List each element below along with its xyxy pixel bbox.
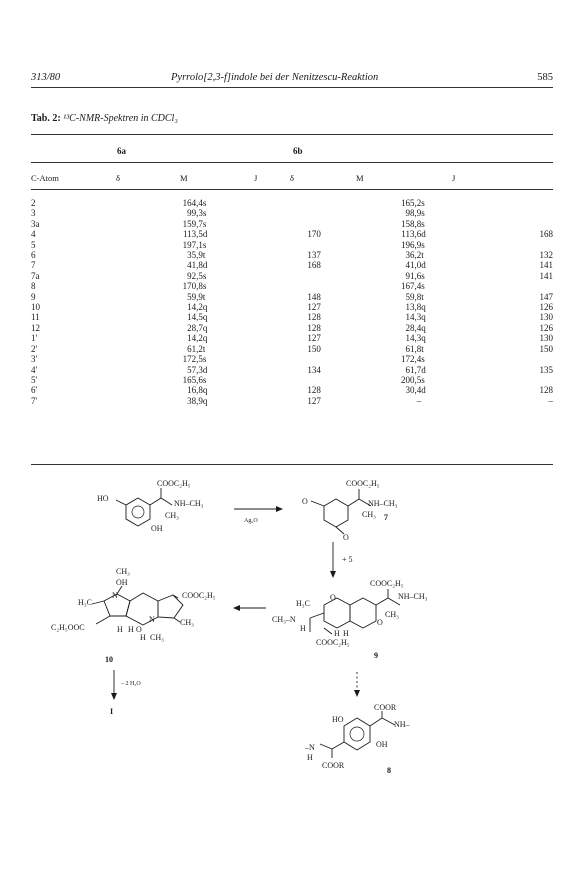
- table-cell: t: [421, 343, 424, 354]
- table-caption-label: Tab. 2:: [31, 113, 61, 124]
- table-cell: s: [202, 281, 207, 292]
- table-cell: 5': [31, 374, 38, 385]
- table-cell: q: [421, 322, 426, 333]
- table-cell: q: [202, 322, 208, 333]
- table-cell: s: [421, 239, 425, 250]
- table-cell: 13,8: [405, 302, 422, 313]
- c8-hydroxy-left: HO: [332, 715, 344, 724]
- table-cell: 172,5: [182, 354, 203, 365]
- table-cell: 200,5: [400, 374, 422, 385]
- table-cell: 59,8: [405, 291, 422, 302]
- table-cell: 135: [539, 364, 553, 375]
- table-cell: 16,8: [187, 385, 203, 396]
- group-header-6b: 6b: [293, 146, 303, 156]
- c9-ester-bottom: COOC₂H₅: [316, 638, 350, 647]
- col-header-m-6b: M: [356, 173, 364, 183]
- table-cell: 99,3: [187, 208, 203, 219]
- c9-methyl: CH₃: [385, 610, 399, 619]
- table-cell: s: [202, 208, 207, 219]
- c9-ester-top: COOC₂H₅: [370, 579, 404, 588]
- table-cell: 128: [307, 312, 321, 323]
- table-cell: 127: [307, 333, 321, 344]
- table-cell: q: [421, 333, 426, 344]
- table-cell: s: [421, 354, 425, 365]
- c10-hydroxy: OH: [116, 578, 128, 587]
- c9-amine: NH–CH₃: [398, 592, 428, 601]
- c10-ester-left: C₂H₅OOC: [51, 623, 85, 632]
- c10-n-left: N: [112, 591, 118, 600]
- table-cell: 167,4: [400, 281, 422, 292]
- c7-oxo-left: O: [302, 497, 308, 506]
- table-cell: 127: [307, 302, 321, 313]
- label-7: 7: [384, 513, 388, 522]
- table-cell: t: [202, 291, 206, 302]
- c7-ester: COOC₂H₅: [346, 479, 380, 488]
- c10-oxo: O: [136, 625, 142, 634]
- table-cell: 12: [31, 322, 40, 333]
- table-cell: q: [202, 312, 208, 323]
- table-cell: 165,2: [400, 198, 422, 208]
- start-hydroxy-right: OH: [151, 524, 163, 533]
- c9-oxo-right: O: [377, 618, 383, 627]
- table-cell: d: [202, 260, 208, 271]
- compound-start: [97, 479, 204, 533]
- table-cell: 147: [539, 291, 553, 302]
- group-header-6a: 6a: [117, 146, 126, 156]
- table-cell: 61,8: [405, 343, 422, 354]
- table-cell: q: [202, 333, 208, 344]
- compound-8: [304, 703, 411, 775]
- c8-amine-left: –N: [305, 743, 315, 752]
- c10-methyl-left: H₃C: [78, 598, 92, 607]
- table-cell: 113,6: [401, 229, 422, 240]
- table-cell: 4: [31, 229, 36, 240]
- table-cell: q: [421, 302, 426, 313]
- table-cell: s: [421, 281, 425, 292]
- table-cell: 128: [307, 385, 321, 396]
- label-I: I: [110, 707, 114, 716]
- table-cell: 6': [31, 385, 38, 396]
- table-cell: –: [548, 395, 553, 406]
- table-cell: s: [202, 374, 207, 385]
- reagent-plus5: + 5: [342, 555, 353, 564]
- col-header-j-6a: J: [254, 173, 258, 183]
- c10-nmethyl: CH₃: [116, 567, 130, 576]
- table-cell: d: [202, 229, 208, 240]
- start-amine: NH–CH₃: [174, 499, 204, 508]
- table-cell: 159,7: [182, 218, 203, 229]
- table-cell: 141: [539, 260, 553, 271]
- table-cell: 38,9: [187, 395, 203, 406]
- table-cell: s: [202, 198, 207, 208]
- table-cell: 128: [539, 385, 553, 396]
- table-caption-text: ¹³C-NMR-Spektren in CDCl₃: [63, 113, 178, 124]
- table-cell: 134: [307, 364, 321, 375]
- table-cell: s: [202, 239, 207, 250]
- table-cell: 164,4: [182, 198, 203, 208]
- table-cell: 168: [539, 229, 553, 240]
- c8-nh: H: [307, 753, 313, 762]
- table-cell: 3a: [31, 218, 40, 229]
- arrow-to-I-head: [111, 693, 117, 700]
- table-cell: 36,2: [405, 250, 422, 261]
- col-header-j-6b: J: [452, 173, 456, 183]
- table-cell: 126: [539, 322, 553, 333]
- table-cell: 59,9: [187, 291, 203, 302]
- table-cell: 7': [31, 395, 38, 406]
- table-cell: 130: [539, 333, 553, 344]
- c9-methyl-left: H₃C: [296, 599, 310, 608]
- reagent-water: – 2 H₂O: [121, 681, 141, 687]
- table-cell: 130: [539, 312, 553, 323]
- table-cell: q: [421, 312, 426, 323]
- start-ester: COOC₂H₅: [157, 479, 191, 488]
- table-cell: d: [421, 385, 426, 396]
- table-cell: 197,1: [182, 239, 203, 250]
- table-cell: s: [421, 208, 425, 219]
- c9-h1: H: [334, 629, 340, 638]
- table-cell: –: [416, 395, 422, 406]
- table-cell: 28,7: [187, 322, 203, 333]
- table-cell: 7: [31, 260, 36, 271]
- table-cell: 6: [31, 250, 36, 261]
- table-cell: 165,6: [182, 374, 203, 385]
- table-cell: 4': [31, 364, 38, 375]
- table-cell: 41,8: [187, 260, 203, 271]
- col-header-catom: C-Atom: [31, 173, 59, 183]
- table-cell: s: [421, 270, 425, 281]
- c10-h1: H: [117, 625, 123, 634]
- table-cell: 10: [31, 302, 40, 313]
- c9-h2: H: [343, 629, 349, 638]
- c9-nmethyl: CH₃–N: [272, 615, 296, 624]
- table-cell: 98,9: [405, 208, 422, 219]
- table-cell: d: [421, 260, 426, 271]
- table-cell: 1': [31, 333, 38, 344]
- label-9: 9: [374, 651, 378, 660]
- table-cell: 9: [31, 291, 36, 302]
- table-cell: 2: [31, 198, 36, 208]
- c8-amine: NH–: [394, 720, 410, 729]
- col-header-delta-6a: δ: [116, 173, 121, 183]
- table-cell: 150: [539, 343, 553, 354]
- reagent-ag2o: Ag₂O: [244, 518, 258, 524]
- table-cell: d: [421, 229, 426, 240]
- label-10: 10: [105, 655, 113, 664]
- dashed-arrow-head: [354, 690, 360, 697]
- table-cell: 3: [31, 208, 36, 219]
- table-cell: 3': [31, 354, 38, 365]
- c10-h3: H: [140, 633, 146, 642]
- c10-n-right: N: [149, 615, 155, 624]
- table-cell: 168: [307, 260, 321, 271]
- c7-methyl: CH₃: [362, 510, 376, 519]
- c7-amine: NH–CH₃: [368, 499, 398, 508]
- col-header-m-6a: M: [180, 173, 188, 183]
- table-cell: t: [202, 250, 206, 261]
- table-cell: 14,2: [187, 333, 203, 344]
- table-cell: 14,3: [405, 312, 422, 323]
- running-title: Pyrrolo[2,3-f]indole bei der Nenitzescu-Reaktion: [171, 72, 379, 83]
- table-cell: s: [421, 198, 425, 208]
- label-8: 8: [387, 766, 391, 775]
- c8-ester-top: COOR: [374, 703, 397, 712]
- c9-oxo-top: O: [330, 593, 336, 602]
- table-cell: 172,4: [400, 354, 422, 365]
- table-cell: 196,9: [400, 239, 422, 250]
- table-cell: d: [202, 364, 208, 375]
- c10-ester-right: COOC₂H₅: [182, 591, 216, 600]
- table-cell: q: [202, 395, 208, 406]
- table-cell: 113,5: [182, 229, 203, 240]
- arrow-to-7-head: [276, 506, 283, 512]
- table-cell: 7a: [31, 270, 40, 281]
- c7-oxo-bottom: O: [343, 533, 349, 542]
- table-cell: 158,8: [400, 218, 422, 229]
- table-cell: q: [202, 302, 208, 313]
- table-cell: t: [421, 291, 424, 302]
- c10-methyl-bottom: CH₃: [150, 633, 164, 642]
- compound-9: [272, 579, 428, 660]
- table-cell: 61,2: [187, 343, 203, 354]
- table-cell: 170,8: [182, 281, 203, 292]
- table-cell: 170: [307, 229, 321, 240]
- c10-methyl-right: CH₃: [180, 618, 194, 627]
- table-cell: 5: [31, 239, 36, 250]
- table-cell: s: [421, 218, 425, 229]
- table-cell: s: [202, 354, 207, 365]
- table-cell: s: [202, 218, 207, 229]
- table-cell: q: [202, 385, 208, 396]
- table-cell: 132: [539, 250, 553, 261]
- table-cell: 8: [31, 281, 36, 292]
- table-cell: d: [421, 364, 426, 375]
- start-hydroxy-left: HO: [97, 494, 109, 503]
- table-cell: 127: [307, 395, 321, 406]
- table-cell: 61,7: [405, 364, 422, 375]
- c9-nh: H: [300, 624, 306, 633]
- journal-ref: 313/80: [31, 72, 61, 83]
- c10-h2: H: [128, 625, 134, 634]
- table-cell: 30,4: [405, 385, 422, 396]
- table-cell: s: [202, 270, 207, 281]
- c8-hydroxy-right: OH: [376, 740, 388, 749]
- arrow-to-9-head: [330, 571, 336, 578]
- table-cell: 2': [31, 343, 38, 354]
- table-cell: 126: [539, 302, 553, 313]
- c8-ester-bottom: COOR: [322, 761, 345, 770]
- table-cell: 128: [307, 322, 321, 333]
- col-header-delta-6b: δ: [290, 173, 295, 183]
- table-cell: 91,6: [405, 270, 422, 281]
- table-cell: 92,5: [187, 270, 203, 281]
- table-cell: t: [421, 250, 424, 261]
- table-cell: 148: [307, 291, 321, 302]
- compound-7: [302, 479, 398, 542]
- table-cell: 137: [307, 250, 321, 261]
- table-cell: 11: [31, 312, 40, 323]
- table-cell: 141: [539, 270, 553, 281]
- table-cell: 14,5: [187, 312, 203, 323]
- table-cell: 14,3: [405, 333, 422, 344]
- table-cell: 41,0: [405, 260, 422, 271]
- table-cell: 150: [307, 343, 321, 354]
- table-cell: s: [421, 374, 425, 385]
- start-methyl: CH₃: [165, 511, 179, 520]
- table-cell: 28,4: [405, 322, 422, 333]
- table-cell: 14,2: [187, 302, 203, 313]
- table-cell: 57,3: [187, 364, 203, 375]
- table-cell: 35,9: [187, 250, 203, 261]
- table-cell: t: [202, 343, 206, 354]
- compound-10: [51, 567, 216, 664]
- page-number: 585: [537, 72, 553, 83]
- arrow-to-10-head: [233, 605, 240, 611]
